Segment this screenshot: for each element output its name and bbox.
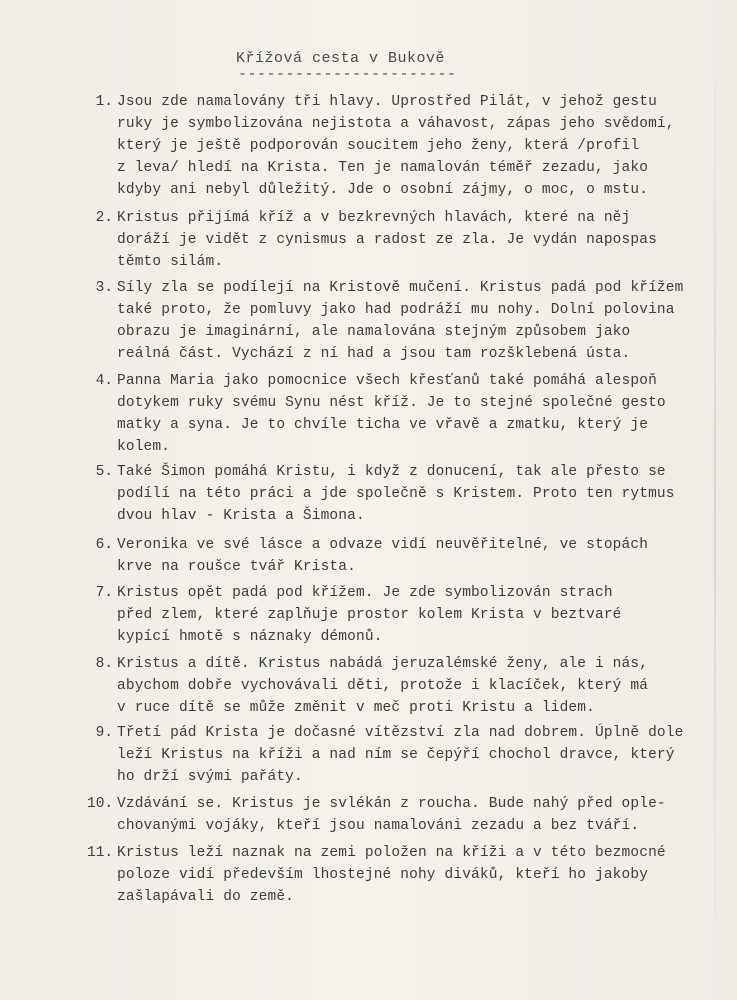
item-line: před zlem, které zaplňuje prostor kolem Krista v beztvaré — [117, 607, 622, 623]
item-number: 2. — [95, 210, 113, 226]
item-number: 10. — [87, 796, 114, 812]
item-line: doráží je vidět z cynismus a radost ze zla. Je vydán napospas — [117, 232, 657, 248]
item-line: Třetí pád Krista je dočasné vítězství zla nad dobrem. Úplně dole — [117, 725, 684, 741]
item-line: který je ještě podporován soucitem jeho ženy, která /profil — [117, 138, 640, 154]
item-line: Kristus a dítě. Kristus nabádá jeruzalémské ženy, ale i nás, — [117, 656, 649, 672]
item-line: Také Šimon pomáhá Kristu, i když z donucení, tak ale přesto se — [117, 464, 666, 480]
item-line: kdyby ani nebyl důležitý. Jde o osobní zájmy, o moc, o mstu. — [117, 182, 649, 198]
item-line: Kristus leží naznak na zemi položen na kříži a v této bezmocné — [117, 845, 666, 861]
item-line: poloze vidí především lhostejné nohy diváků, kteří ho jakoby — [117, 867, 649, 883]
item-line: zašlapávali do země. — [117, 889, 295, 905]
document-title: Křížová cesta v Bukově — [236, 50, 446, 67]
item-line: reálná část. Vychází z ní had a jsou tam rozšklebená ústa. — [117, 346, 631, 362]
item-line: Veronika ve své lásce a odvaze vidí neuvěřitelné, ve stopách — [117, 537, 649, 553]
item-line: dotykem ruky svému Synu nést kříž. Je to stejné společné gesto — [117, 395, 666, 411]
item-line: v ruce dítě se může změnit v meč proti Kristu a lidem. — [117, 700, 595, 716]
item-number: 9. — [95, 725, 113, 741]
item-line: kypící hmotě s náznaky démonů. — [117, 629, 383, 645]
paper-crease — [714, 0, 716, 1000]
item-number: 5. — [95, 464, 113, 480]
item-line: těmto silám. — [117, 254, 224, 270]
item-line: kolem. — [117, 439, 171, 455]
item-number: 11. — [87, 845, 114, 861]
item-line: abychom dobře vychovávali děti, protože i klacíček, který má — [117, 678, 649, 694]
title-underline: ----------------------- — [238, 66, 457, 83]
item-number: 4. — [95, 373, 113, 389]
item-line: z leva/ hledí na Krista. Ten je namalován téměř zezadu, jako — [117, 160, 649, 176]
item-line: Kristus přijímá kříž a v bezkrevných hlavách, které na něj — [117, 210, 631, 226]
item-line: leží Kristus na kříži a nad ním se čepýří chochol dravce, který — [117, 747, 675, 763]
item-line: Panna Maria jako pomocnice všech křesťanů také pomáhá alespoň — [117, 373, 657, 389]
item-line: Síly zla se podílejí na Kristově mučení. Kristus padá pod křížem — [117, 280, 684, 296]
item-line: Jsou zde namalovány tři hlavy. Uprostřed Pilát, v jehož gestu — [117, 94, 657, 110]
item-line: podílí na této práci a jde společně s Kristem. Proto ten rytmus — [117, 486, 675, 502]
item-number: 1. — [95, 94, 113, 110]
item-line: Vzdávání se. Kristus je svlékán z roucha. Bude nahý před ople- — [117, 796, 666, 812]
item-line: chovanými vojáky, kteří jsou namalováni zezadu a bez tváří. — [117, 818, 640, 834]
item-number: 7. — [95, 585, 113, 601]
item-line: obrazu je imaginární, ale namalována stejným způsobem jako — [117, 324, 631, 340]
item-number: 6. — [95, 537, 113, 553]
item-number: 3. — [95, 280, 113, 296]
item-number: 8. — [95, 656, 113, 672]
item-line: ruky je symbolizována nejistota a váhavost, zápas jeho svědomí, — [117, 116, 675, 132]
item-line: ho drží svými pařáty. — [117, 769, 303, 785]
item-line: krve na roušce tvář Krista. — [117, 559, 356, 575]
item-line: Kristus opět padá pod křížem. Je zde symbolizován strach — [117, 585, 613, 601]
item-line: také proto, že pomluvy jako had podráží mu nohy. Dolní polovina — [117, 302, 675, 318]
item-line: matky a syna. Je to chvíle ticha ve vřavě a zmatku, který je — [117, 417, 649, 433]
item-line: dvou hlav - Krista a Šimona. — [117, 508, 365, 524]
